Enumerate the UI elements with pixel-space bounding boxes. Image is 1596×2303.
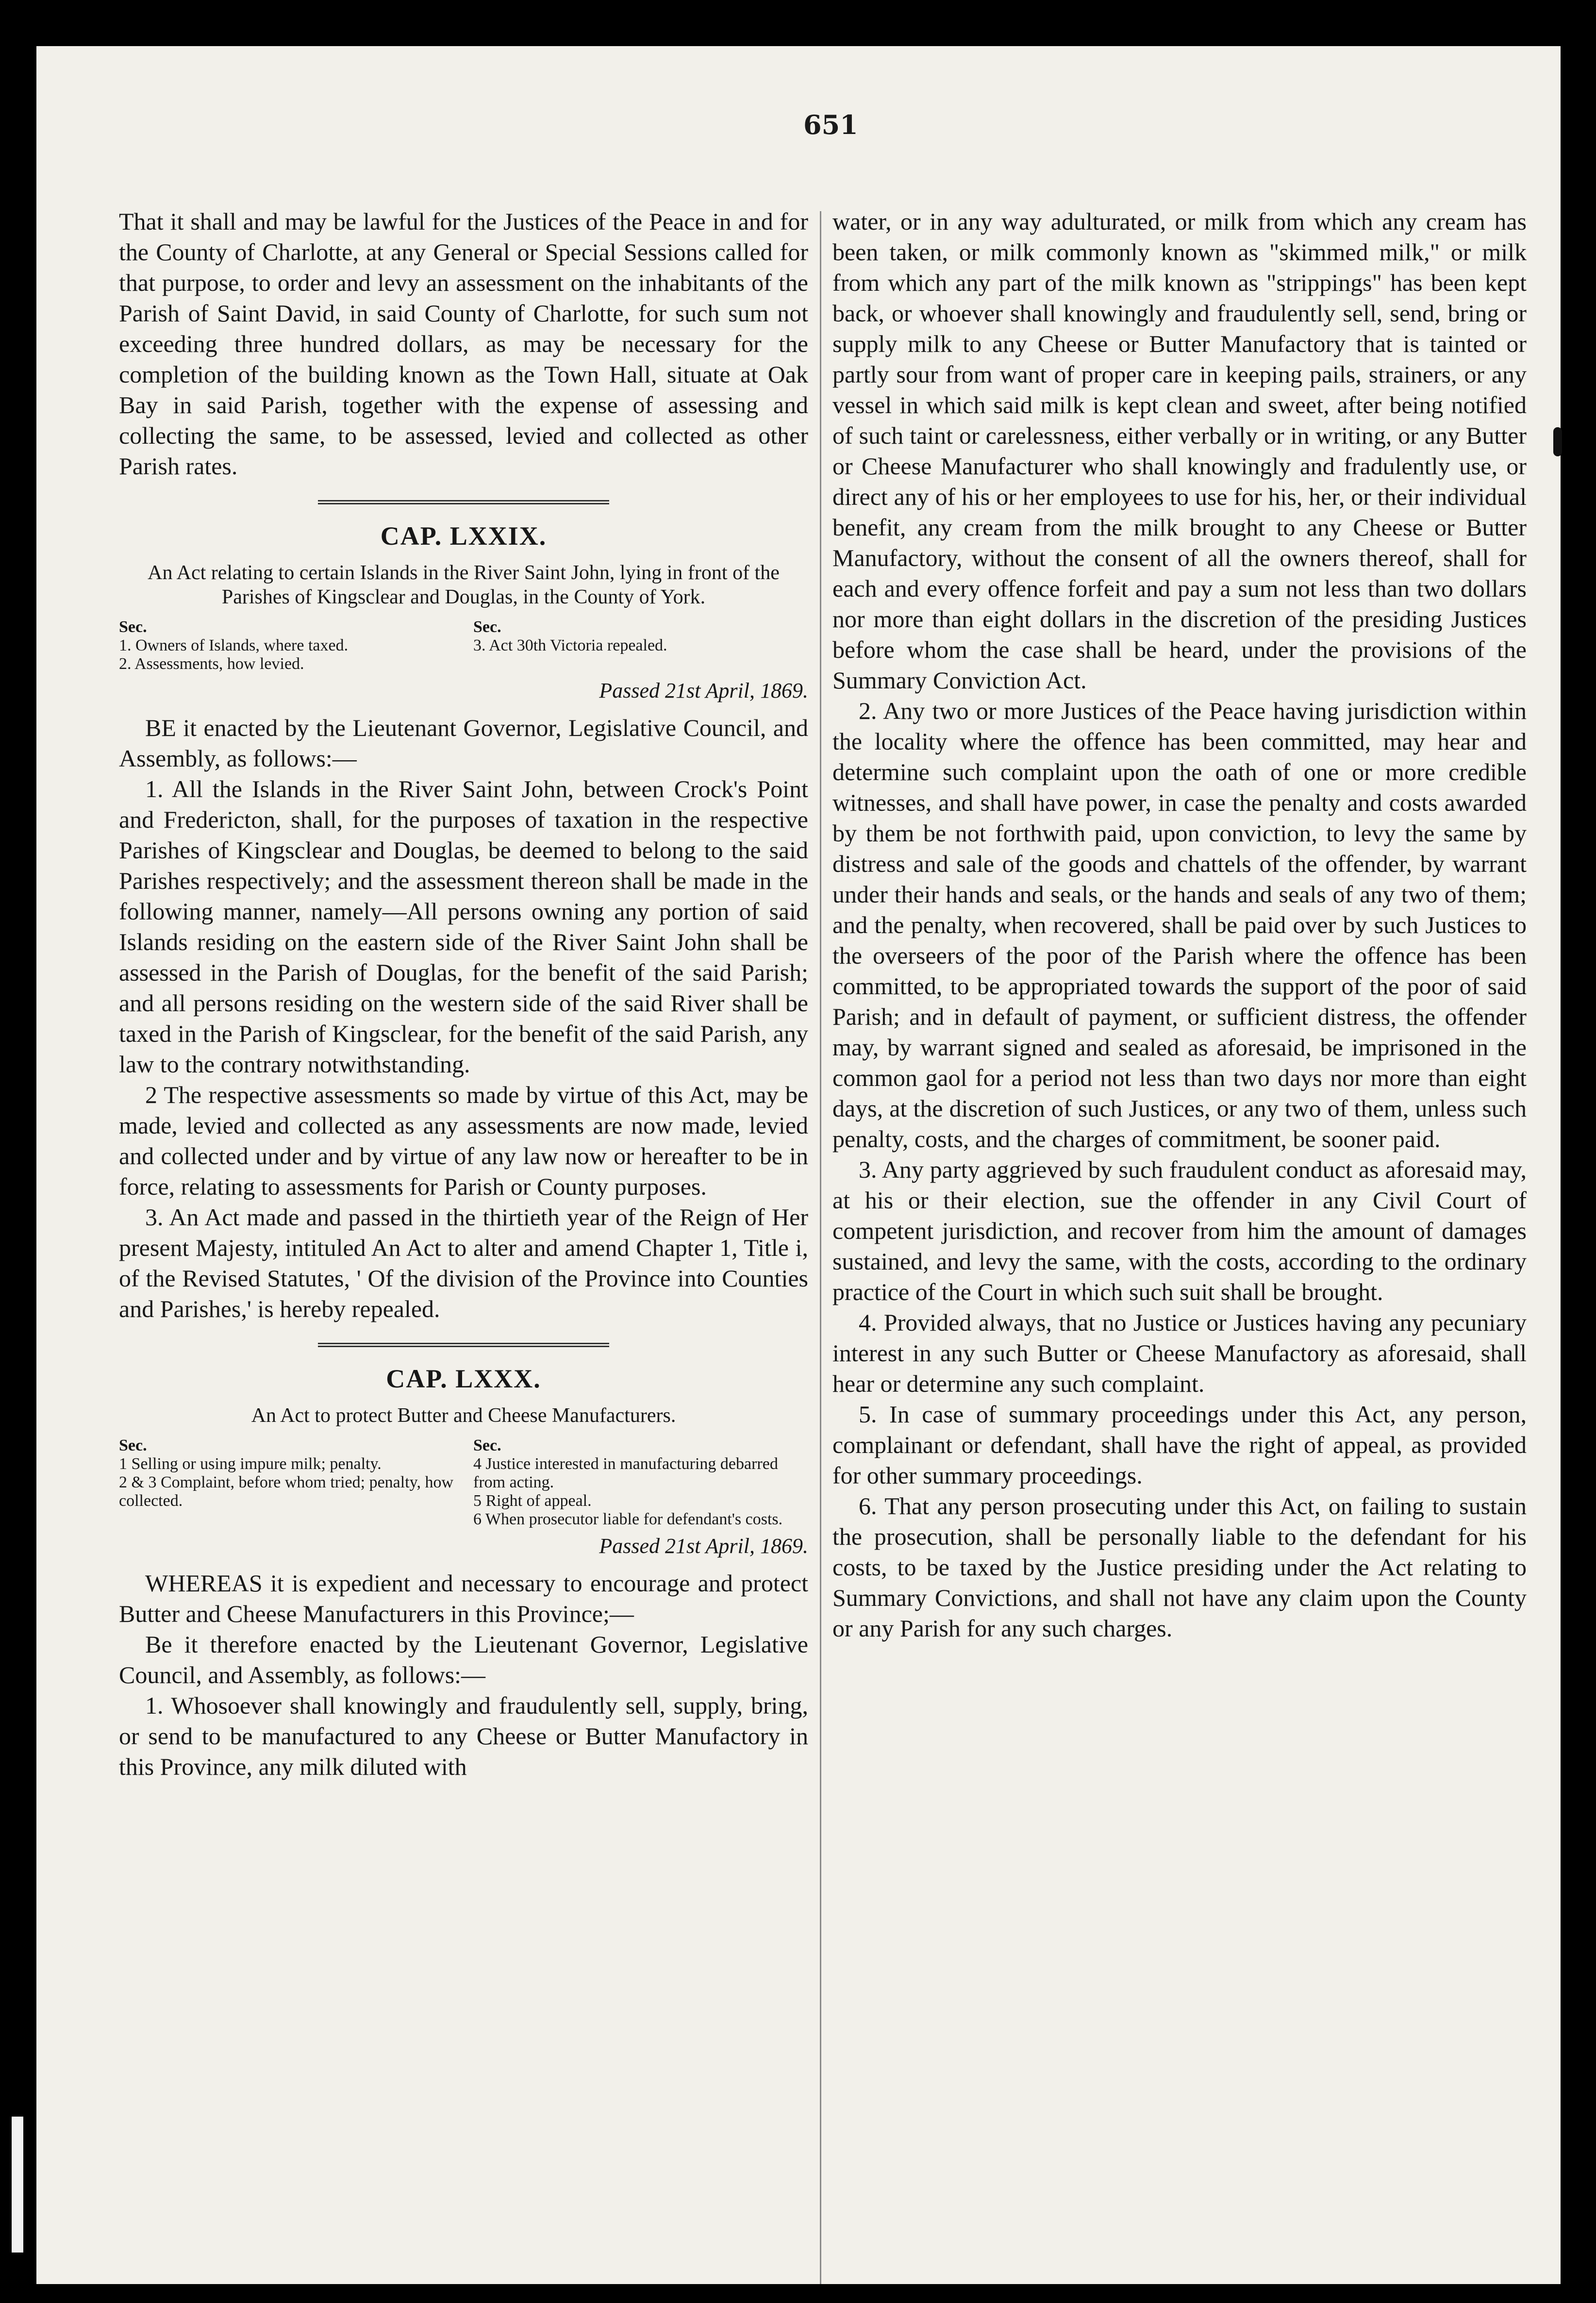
whereas-paragraph: WHEREAS it is expedient and necessary to encourage and protect Butter and Cheese Manufacturers in this Province;—: [119, 1569, 808, 1627]
section-4: 4. Provided always, that no Justice or Justices having any pecuniary interest in any such Butter or Cheese Manufactory as aforesaid, shall hear or determine any such complaint.: [832, 1309, 1527, 1397]
sec-item: 4 Justice interested in manufacturing debarred from acting.: [473, 1455, 778, 1491]
sec-heading: Sec.: [473, 618, 501, 636]
chapter-title-lxxix: CAP. LXXIX.: [380, 521, 547, 551]
top-paragraph: That it shall and may be lawful for the Justices of the Peace in and for the County of Charlotte, at any General or Special Sessions called for that purpose, to order and levy an assessment on the inhabitants of the Parish of Saint David, in said County of Charlotte, for such sum not exceeding three hundred dollars, as may be necessary for the completion of the building known as the Town Hall, situate at Oak Bay in said Parish, together with the expense of assessing and collecting the same, to be assessed, levied and collected as other Parish rates.: [119, 208, 808, 480]
sec-item: 1 Selling or using impure milk; penalty.: [119, 1455, 382, 1473]
chapter-description-lxxix: An Act relating to certain Islands in the River Saint John, lying in front of the Parishes of Kingsclear and Douglas, in the County of York.: [148, 562, 780, 608]
sec-heading: Sec.: [119, 618, 147, 636]
chapter-description-lxxx: An Act to protect Butter and Cheese Manufacturers.: [251, 1404, 676, 1427]
right-column: [832, 206, 1527, 1644]
document-page: [36, 46, 1561, 2284]
section-3: 3. Any party aggrieved by such fraudulent conduct as aforesaid may, at his or their election, sue the offender in any Civil Court of competent jurisdiction, and recover from him the amount of damages sustained, and levy the same, with the costs, according to the ordinary practice of the Court in which such suit shall be brought.: [832, 1156, 1527, 1305]
passed-date-lxxix: Passed 21st April, 1869.: [599, 679, 808, 702]
section-2: 2 The respective assessments so made by virtue of this Act, may be made, levied and collected as any assessments are now made, levied and collected under and by virtue of any law now or hereafter to be in force, relating to assessments for Parish or County purposes.: [119, 1081, 808, 1200]
edge-marker: [1553, 427, 1562, 456]
passed-date-lxxx: Passed 21st April, 1869.: [599, 1534, 808, 1558]
section-index-lxxx: [119, 1436, 808, 1529]
sec-heading: Sec.: [473, 1436, 501, 1454]
section-1: 1. All the Islands in the River Saint John, between Crock's Point and Fredericton, shall, for the purposes of taxation in the respective Parishes of Kingsclear and Douglas, be deemed to belong to the said Parishes respectively; and the assessment thereon shall be made in the following manner, namely—All persons owning any portion of said Islands residing on the eastern side of the River Saint John shall be assessed in the Parish of Douglas, for the benefit of the said Parish; and all persons residing on the western side of the said River shall be taxed in the Parish of Kingsclear, for the benefit of the said Parish, any law to the contrary notwithstanding.: [119, 775, 808, 1078]
left-column: [119, 206, 808, 1782]
sec-item: 3. Act 30th Victoria repealed.: [473, 636, 667, 654]
section-rule: [318, 1343, 609, 1347]
sec-item: 2 & 3 Complaint, before whom tried; penalty, how collected.: [119, 1473, 453, 1510]
sec-item: 5 Right of appeal.: [473, 1492, 592, 1510]
page-number: 651: [803, 109, 858, 140]
sec-heading: Sec.: [119, 1436, 147, 1454]
section-2: 2. Any two or more Justices of the Peace having jurisdiction within the locality where the offence has been committed, may hear and determine such complaint upon the oath of one or more credible witnesses, and shall have power, in case the penalty and costs awarded by them be not forthwith paid, upon conviction, to levy the same by distress and sale of the goods and chattels of the offender, by warrant under their hands and seals, or the hands and seals of any two of them; and the penalty, when recovered, shall be paid over by such Justices to the overseers of the poor of the Parish where the offence has been committed, to be appropriated towards the support of the poor of said Parish; and in default of payment, or sufficient distress, the offender may, by warrant signed and sealed as aforesaid, be imprisoned in the common gaol for a period not less than two days nor more than eight days, at the discretion of such Justices, or any two of them, unless such penalty, costs, and the charges of commitment, be sooner paid.: [832, 697, 1527, 1152]
enactment-clause: Be it therefore enacted by the Lieutenant Governor, Legislative Council, and Assembly, as follows:—: [119, 1631, 808, 1688]
column-divider: [820, 211, 821, 2284]
section-1-continued: water, or in any way adulturated, or milk from which any cream has been taken, or milk commonly known as "skimmed milk," or milk from which any part of the milk known as "strippings" has been kept back, or whoever shall knowingly and fraudulently sell, send, bring or supply milk to any Cheese or Butter Manufactory that is tainted or partly sour from want of proper care in keeping pails, strainers, or any vessel in which said milk is kept clean and sweet, after being notified of such taint or carelessness, either verbally or in writing, or any Butter or Cheese Manufacturer who shall knowingly and fradulently use, or direct any of his or her employees to use for his, her, or their individual benefit, any cream from the milk brought to any Cheese or Butter Manufactory, without the consent of all the owners thereof, shall for each and every offence forfeit and pay a sum not less than two dollars nor more than eight dollars in the discretion of the presiding Justices before whom the case shall be heard, under the provisions of the Summary Conviction Act.: [832, 208, 1527, 694]
section-3: 3. An Act made and passed in the thirtieth year of the Reign of Her present Majesty, intituled An Act to alter and amend Chapter 1, Title i, of the Revised Statutes, ' Of the division of the Province into Counties and Parishes,' is hereby repealed.: [119, 1203, 808, 1322]
chapter-title-lxxx: CAP. LXXX.: [386, 1364, 541, 1393]
sec-item: 2. Assessments, how levied.: [119, 655, 304, 673]
section-index-lxxix: [119, 618, 808, 673]
enactment-intro: BE it enacted by the Lieutenant Governor, Legislative Council, and Assembly, as follows:—: [119, 714, 808, 772]
sec-item: 1. Owners of Islands, where taxed.: [119, 636, 349, 654]
section-1-start: 1. Whosoever shall knowingly and fraudulently sell, supply, bring, or send to be manufactured to any Cheese or Butter Manufactory in this Province, any milk diluted with: [119, 1692, 808, 1780]
sec-item: 6 When prosecutor liable for defendant's costs.: [473, 1510, 783, 1528]
section-5: 5. In case of summary proceedings under this Act, any person, complainant or defendant, shall have the right of appeal, as provided for other summary proceedings.: [832, 1401, 1527, 1489]
binding-edge: [12, 2117, 23, 2253]
section-6: 6. That any person prosecuting under this Act, on failing to sustain the prosecution, shall be personally liable to the defendant for his costs, to be taxed by the Justice presiding under the Act relating to Summary Convictions, and shall not have any claim upon the County or any Parish for any such charges.: [832, 1492, 1527, 1642]
section-rule: [318, 500, 609, 504]
